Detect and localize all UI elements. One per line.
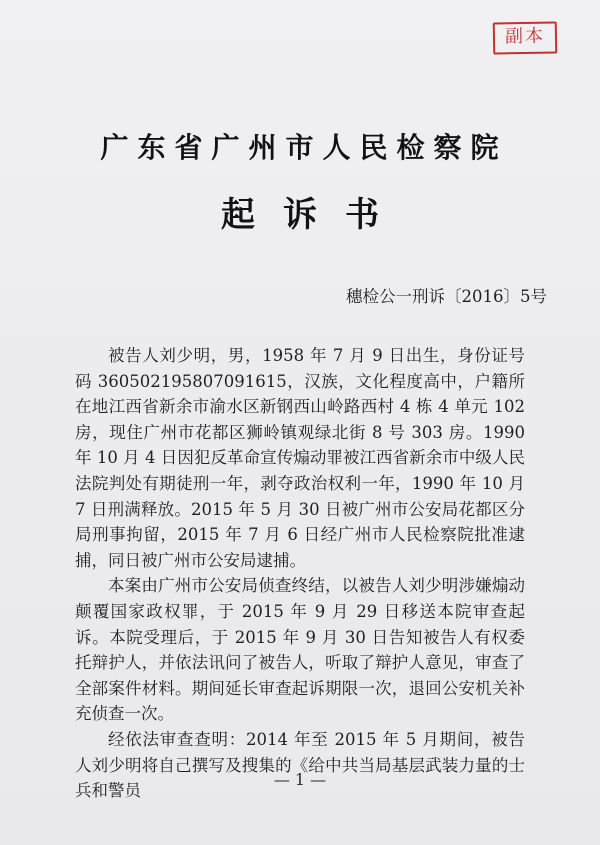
page-number: — 1 — bbox=[273, 770, 327, 789]
document-type-title: 起诉书 bbox=[221, 195, 407, 235]
findings-paragraph: 经依法审查查明：2014 年至 2015 年 5 月期间，被告人刘少明将自己撰写及搜集的《给中共当局基层武装力量的士兵和警员 bbox=[75, 729, 525, 801]
defendant-info-paragraph: 被告人刘少明，男，1958 年 7 月 9 日出生，身份证号码 360502195807091615，汉族，文化程度高中，户籍所在地江西省新余市渝水区新钢西山岭路西村 4 栋 4 单元 102 房，现住广州市花都区狮岭镇观绿北街 8 号 303 房。1990 年 10 月 4 日因犯反革命宣传煽动罪被江西省新余市中级人民法院判处有期徒刑一年，剥夺政治权利一年，1990 年 10 月 7 日刑满释放。2015 年 5 月 30 日被广州市公安局花都区分局刑事拘留，2015 年 7 月 6 日经广州市人民检察院批准逮捕，同日被广州市公安局逮捕。 bbox=[75, 346, 525, 570]
document-number: 穗检公一刑诉〔2016〕5号 bbox=[346, 287, 547, 306]
agency-title: 广东省广州市人民检察院 bbox=[100, 131, 508, 164]
copy-stamp: 副本 bbox=[493, 21, 558, 54]
document-body bbox=[75, 343, 525, 804]
case-procedure-paragraph: 本案由广州市公安局侦查终结，以被告人刘少明涉嫌煽动颠覆国家政权罪，于 2015 年 9 月 29 日移送本院审查起诉。本院受理后，于 2015 年 9 月 30 日告知被告人有权委托辩护人，并依法讯问了被告人，听取了辩护人意见，审查了全部案件材料。期间延长审查起诉期限一次，退回公安机关补充侦查一次。 bbox=[75, 576, 525, 724]
